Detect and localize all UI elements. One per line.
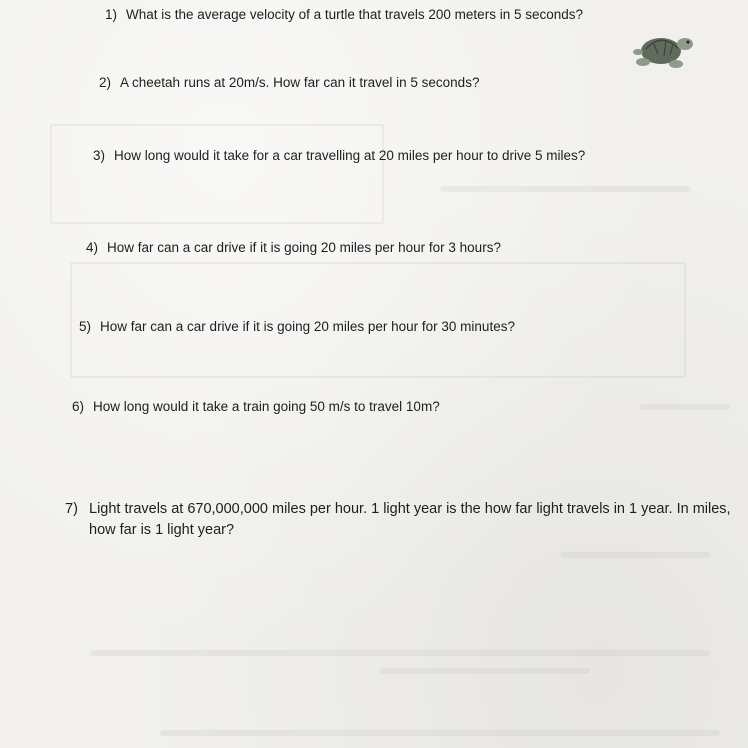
question-number: 6) [72,399,85,414]
question-5 [79,317,515,337]
question-number: 4) [86,240,99,255]
bleed-through-line [160,730,720,736]
question-4 [86,238,501,258]
question-7 [65,499,739,541]
turtle-icon [628,24,698,72]
question-number: 1) [105,7,118,22]
bleed-through-line [560,552,710,558]
question-text: How far can a car drive if it is going 20 miles per hour for 30 minutes? [100,319,515,334]
bleed-through-line [90,650,710,656]
question-text: A cheetah runs at 20m/s. How far can it travel in 5 seconds? [120,75,480,90]
bleed-through-line [440,186,690,192]
question-number: 5) [79,319,92,334]
question-number: 3) [93,148,106,163]
question-text: What is the average velocity of a turtle that travels 200 meters in 5 seconds? [126,7,583,22]
question-text: Light travels at 670,000,000 miles per hour. 1 light year is the how far light travels in 1 year. In miles, how far is 1 light year? [89,501,731,538]
question-text: How far can a car drive if it is going 20 miles per hour for 3 hours? [107,240,501,255]
bleed-through-line [380,668,590,674]
question-1 [105,5,583,25]
question-number: 7) [65,501,78,517]
question-3 [93,146,585,166]
question-text: How long would it take a train going 50 m/s to travel 10m? [93,399,440,414]
question-6 [72,397,440,417]
question-number: 2) [99,75,112,90]
bleed-through-box [50,124,384,224]
question-2 [99,73,479,93]
bleed-through-line [640,404,730,410]
question-text: How long would it take for a car travelling at 20 miles per hour to drive 5 miles? [114,148,586,163]
